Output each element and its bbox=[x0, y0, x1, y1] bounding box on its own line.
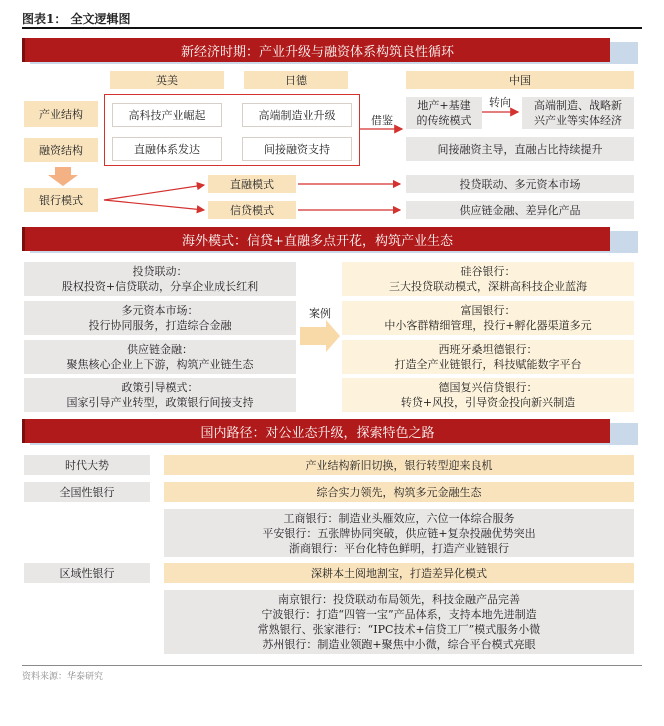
mode-title: 供应链金融： bbox=[127, 343, 193, 356]
result-direct: 投贷联动、多元资本市场 bbox=[406, 175, 634, 193]
case-card-2 bbox=[342, 301, 634, 335]
jpde-finance: 间接融资支持 bbox=[242, 137, 352, 161]
row-label-finance: 融资结构 bbox=[24, 138, 98, 162]
reference-label: 借鉴 bbox=[371, 114, 393, 127]
label-regional: 区域性银行 bbox=[24, 563, 150, 583]
mode-card-2 bbox=[24, 301, 296, 335]
case-card-3 bbox=[342, 340, 634, 374]
regional-detail: 苏州银行：制造业领跑+聚焦中小微，综合平台模式亮眼 bbox=[262, 638, 536, 651]
section1-banner: 新经济时期：产业升级与融资体系构筑良性循环 bbox=[22, 38, 610, 62]
usa-finance: 直融体系发达 bbox=[112, 137, 222, 161]
case-title: 硅谷银行： bbox=[460, 265, 516, 278]
national-detail: 浙商银行：平台化特色鲜明，打造产业链银行 bbox=[289, 541, 509, 555]
case-desc: 转贷+风投，引导资金投向新兴制造 bbox=[400, 396, 576, 409]
trend-text: 产业结构新旧切换，银行转型迎来良机 bbox=[164, 455, 634, 475]
china-old-model: 地产+基建 的传统模式 bbox=[406, 97, 482, 129]
mode-card-4 bbox=[24, 378, 296, 412]
national-detail: 平安银行：五张牌协同突破，供应链+复杂投融优势突出 bbox=[262, 526, 536, 540]
national-detail: 工商银行：制造业头雁效应，六位一体综合服务 bbox=[283, 511, 515, 525]
mode-title: 投贷联动： bbox=[132, 265, 188, 278]
row-label-industry: 产业结构 bbox=[24, 101, 98, 127]
top-rule bbox=[22, 27, 642, 29]
bottom-rule bbox=[22, 665, 642, 666]
col-header-jpde: 日德 bbox=[244, 71, 348, 89]
case-title: 富国银行： bbox=[460, 304, 516, 317]
case-desc: 打造全产业链银行，科技赋能数字平台 bbox=[394, 358, 582, 371]
regional-detail: 宁波银行：打造“四管一宝”产品体系，支持本地先进制造 bbox=[261, 608, 537, 621]
col-header-china: 中国 bbox=[406, 71, 634, 89]
regional-detail: 南京银行：投贷联动布局领先，科技金融产品完善 bbox=[278, 593, 520, 606]
mode-card-3 bbox=[24, 340, 296, 374]
row-label-bank: 银行模式 bbox=[24, 188, 98, 212]
jpde-industry: 高端制造业升级 bbox=[242, 103, 352, 127]
source-note: 资料来源：华泰研究 bbox=[22, 672, 104, 682]
figure-title: 图表1： 全文逻辑图 bbox=[22, 12, 131, 26]
mode-direct: 直融模式 bbox=[208, 175, 296, 193]
regional-details bbox=[164, 590, 634, 654]
usa-industry: 高科技产业崛起 bbox=[112, 103, 222, 127]
mode-desc: 投行协同服务，打造综合金融 bbox=[88, 319, 232, 332]
arrow-bank-credit bbox=[104, 200, 204, 210]
arrow-case bbox=[300, 320, 340, 352]
turn-label: 转向 bbox=[489, 96, 511, 109]
section3-banner: 国内路径：对公业态升级，探索特色之路 bbox=[22, 419, 610, 443]
mode-card-1 bbox=[24, 262, 296, 296]
national-details bbox=[164, 509, 634, 557]
mode-desc: 聚焦核心企业上下游，构筑产业链生态 bbox=[66, 358, 254, 371]
regional-text: 深耕本土阅地割宝，打造差异化模式 bbox=[164, 563, 634, 583]
arrow-finance-to-bank bbox=[48, 167, 78, 186]
label-trend: 时代大势 bbox=[24, 455, 150, 475]
mode-desc: 股权投资+信贷联动，分享企业成长红利 bbox=[61, 280, 259, 293]
case-label: 案例 bbox=[309, 307, 331, 320]
mode-title: 政策引导模式： bbox=[121, 381, 199, 394]
china-finance: 间接融资主导，直融占比持续提升 bbox=[406, 137, 634, 161]
case-card-1 bbox=[342, 262, 634, 296]
national-text: 综合实力领先，构筑多元金融生态 bbox=[164, 482, 634, 502]
case-card-4 bbox=[342, 378, 634, 412]
case-title: 德国复兴信贷银行： bbox=[438, 381, 538, 394]
case-desc: 中小客群精细管理，投行+孵化器渠道多元 bbox=[384, 319, 592, 332]
regional-detail: 常熟银行、张家港行：“IPC技术+信贷工厂”模式服务小微 bbox=[257, 623, 541, 636]
mode-title: 多元资本市场： bbox=[121, 304, 199, 317]
result-credit: 供应链金融、差异化产品 bbox=[406, 201, 634, 219]
label-national: 全国性银行 bbox=[24, 482, 150, 502]
arrow-bank-direct bbox=[104, 185, 204, 200]
mode-credit: 信贷模式 bbox=[208, 201, 296, 219]
case-desc: 三大投贷联动模式，深耕高科技企业蓝海 bbox=[389, 280, 587, 293]
case-title: 西班牙桑坦德银行： bbox=[438, 343, 538, 356]
section2-banner: 海外模式：信贷+直融多点开花，构筑产业生态 bbox=[22, 227, 610, 251]
col-header-usa: 英美 bbox=[110, 71, 224, 89]
china-new-model: 高端制造、战略新 兴产业等实体经济 bbox=[522, 97, 634, 129]
mode-desc: 国家引导产业转型，政策银行间接支持 bbox=[66, 396, 254, 409]
